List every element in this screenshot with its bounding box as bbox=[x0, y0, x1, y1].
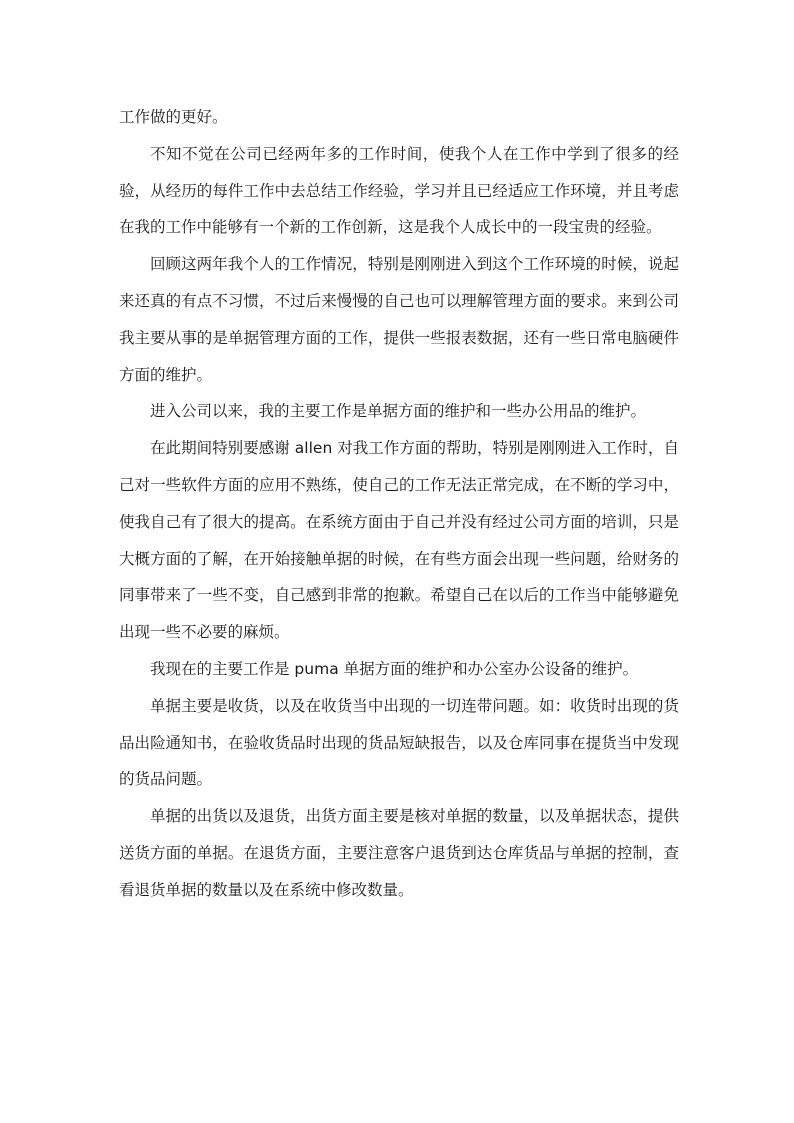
paragraph: 单据主要是收货，以及在收货当中出现的一切连带问题。如：收货时出现的货品出险通知书，在验收货品时出现的货品短缺报告，以及仓库同事在提货当中发现的货品问题。 bbox=[119, 696, 679, 789]
paragraph: 不知不觉在公司已经两年多的工作时间，使我个人在工作中学到了很多的经验，从经历的每件工作中去总结工作经验，学习并且已经适应工作环境，并且考虑在我的工作中能够有一个新的工作创新，这是我个人成长中的一段宝贵的经验。 bbox=[119, 144, 679, 237]
paragraph: 我现在的主要工作是 puma 单据方面的维护和办公室办公设备的维护。 bbox=[150, 659, 639, 678]
paragraph-continuation: 工作做的更好。 bbox=[119, 108, 228, 126]
paragraph: 单据的出货以及退货，出货方面主要是核对单据的数量，以及单据状态，提供送货方面的单据。在退货方面，主要注意客户退货到达仓库货品与单据的控制，查看退货单据的数量以及在系统中修改数量。 bbox=[119, 807, 679, 899]
document-body bbox=[119, 99, 679, 909]
paragraph: 在此期间特别要感谢 allen 对我工作方面的帮助，特别是刚刚进入工作时，自己对一些软件方面的应用不熟练，使自己的工作无法正常完成，在不断的学习中，使我自己有了很大的提高。在系统方面由于自己并没有经过公司方面的培训，只是大概方面的了解，在开始接触单据的时候，在有些方面会出现一些问题，给财务的同事带来了一些不变，自己感到非常的抱歉。希望自己在以后的工作当中能够避免出现一些不必要的麻烦。 bbox=[119, 439, 679, 642]
paragraph: 回顾这两年我个人的工作情况，特别是刚刚进入到这个工作环境的时候，说起来还真的有点不习惯，不过后来慢慢的自己也可以理解管理方面的要求。来到公司我主要从事的是单据管理方面的工作，提供一些报表数据，还有一些日常电脑硬件方面的维护。 bbox=[119, 255, 679, 384]
paragraph: 进入公司以来，我的主要工作是单据方面的维护和一些办公用品的维护。 bbox=[150, 402, 647, 421]
